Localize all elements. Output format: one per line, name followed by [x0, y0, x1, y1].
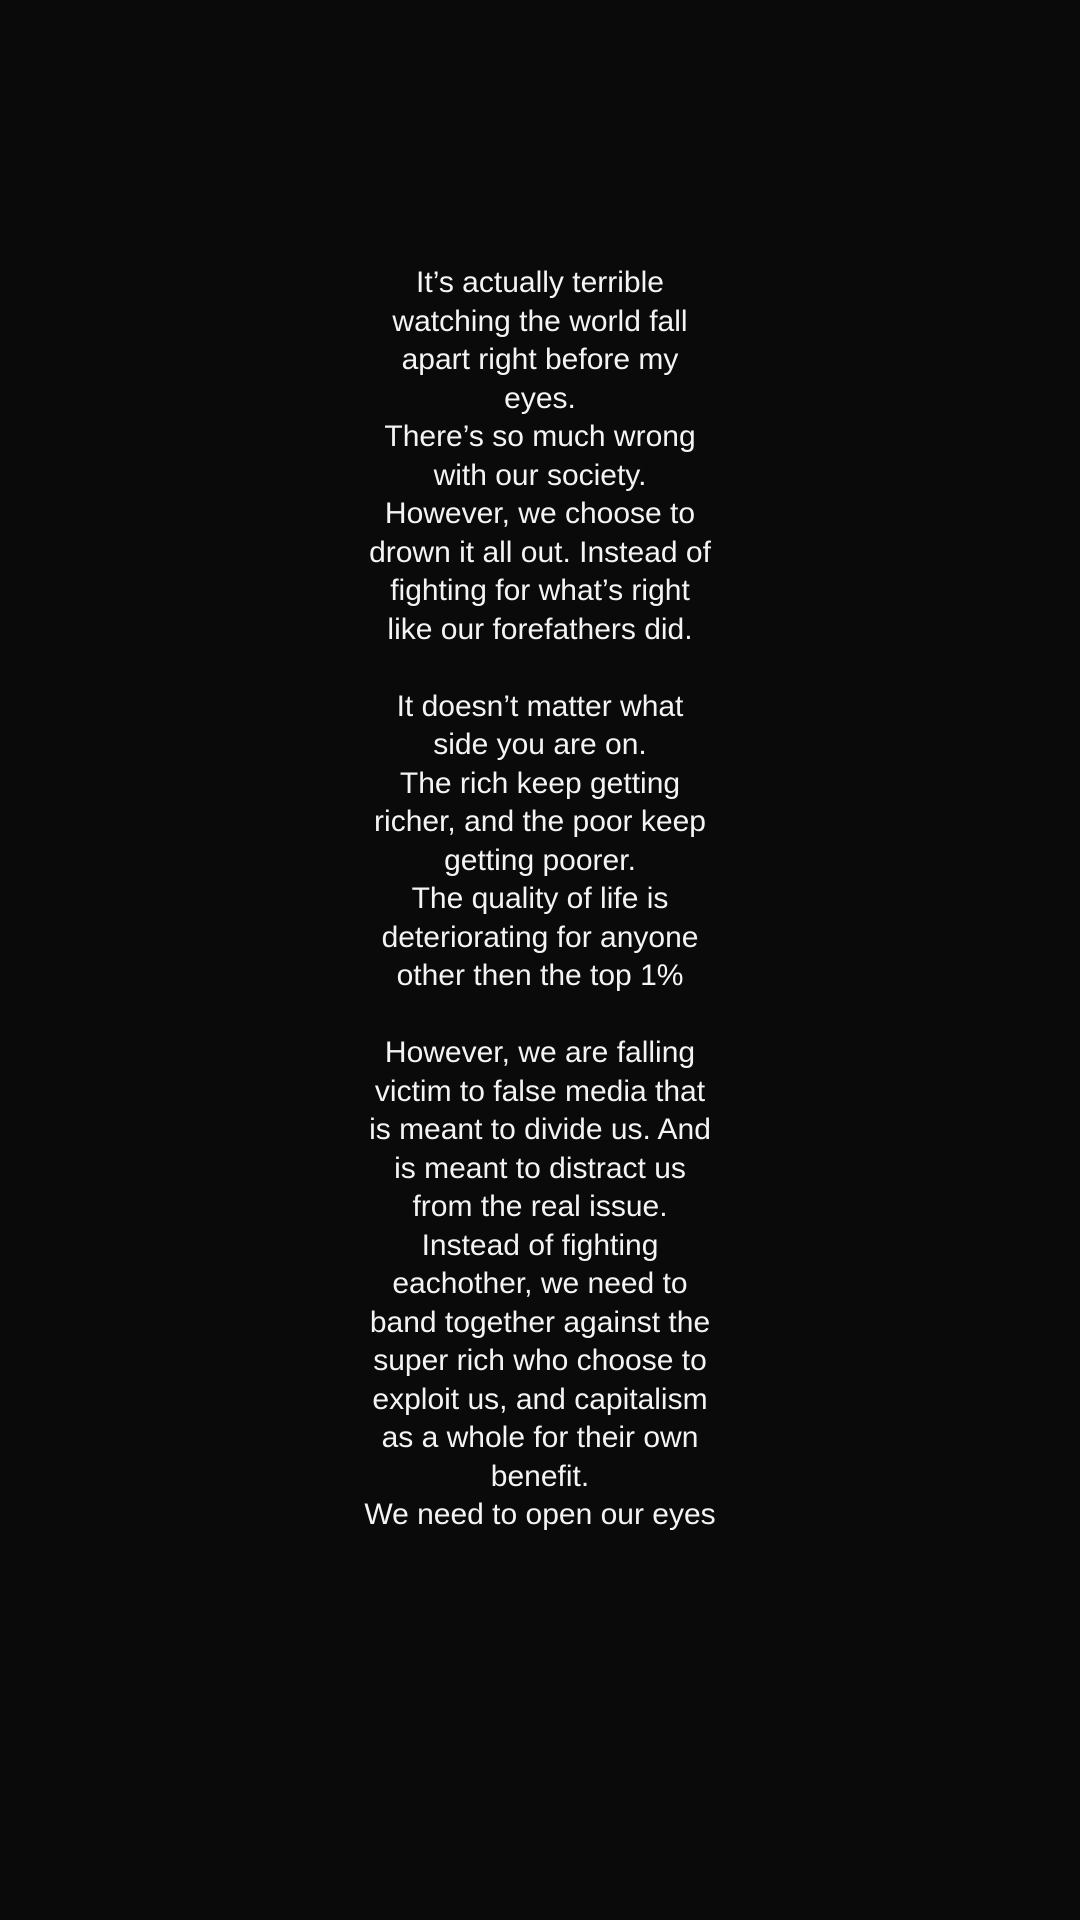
story-text: It’s actually terrible watching the world fall apart right before my eyes. There’s so much wrong with our society. However, we choose to drown it all out. Instead of fighting for what’s right like our forefathers did. It doesn’t matter what side you are on. The rich keep getting richer, and the poor keep getting poorer. The quality of life is deteriorating for anyone other then the top 1% However, we are falling victim to false media that is meant to divide us. And is meant to distract us from the real issue. Instead of fighting eachother, we need to band together against the super rich who choose to exploit us, and capitalism as a whole for their own benefit. We need to open our eyes: [364, 266, 716, 1531]
